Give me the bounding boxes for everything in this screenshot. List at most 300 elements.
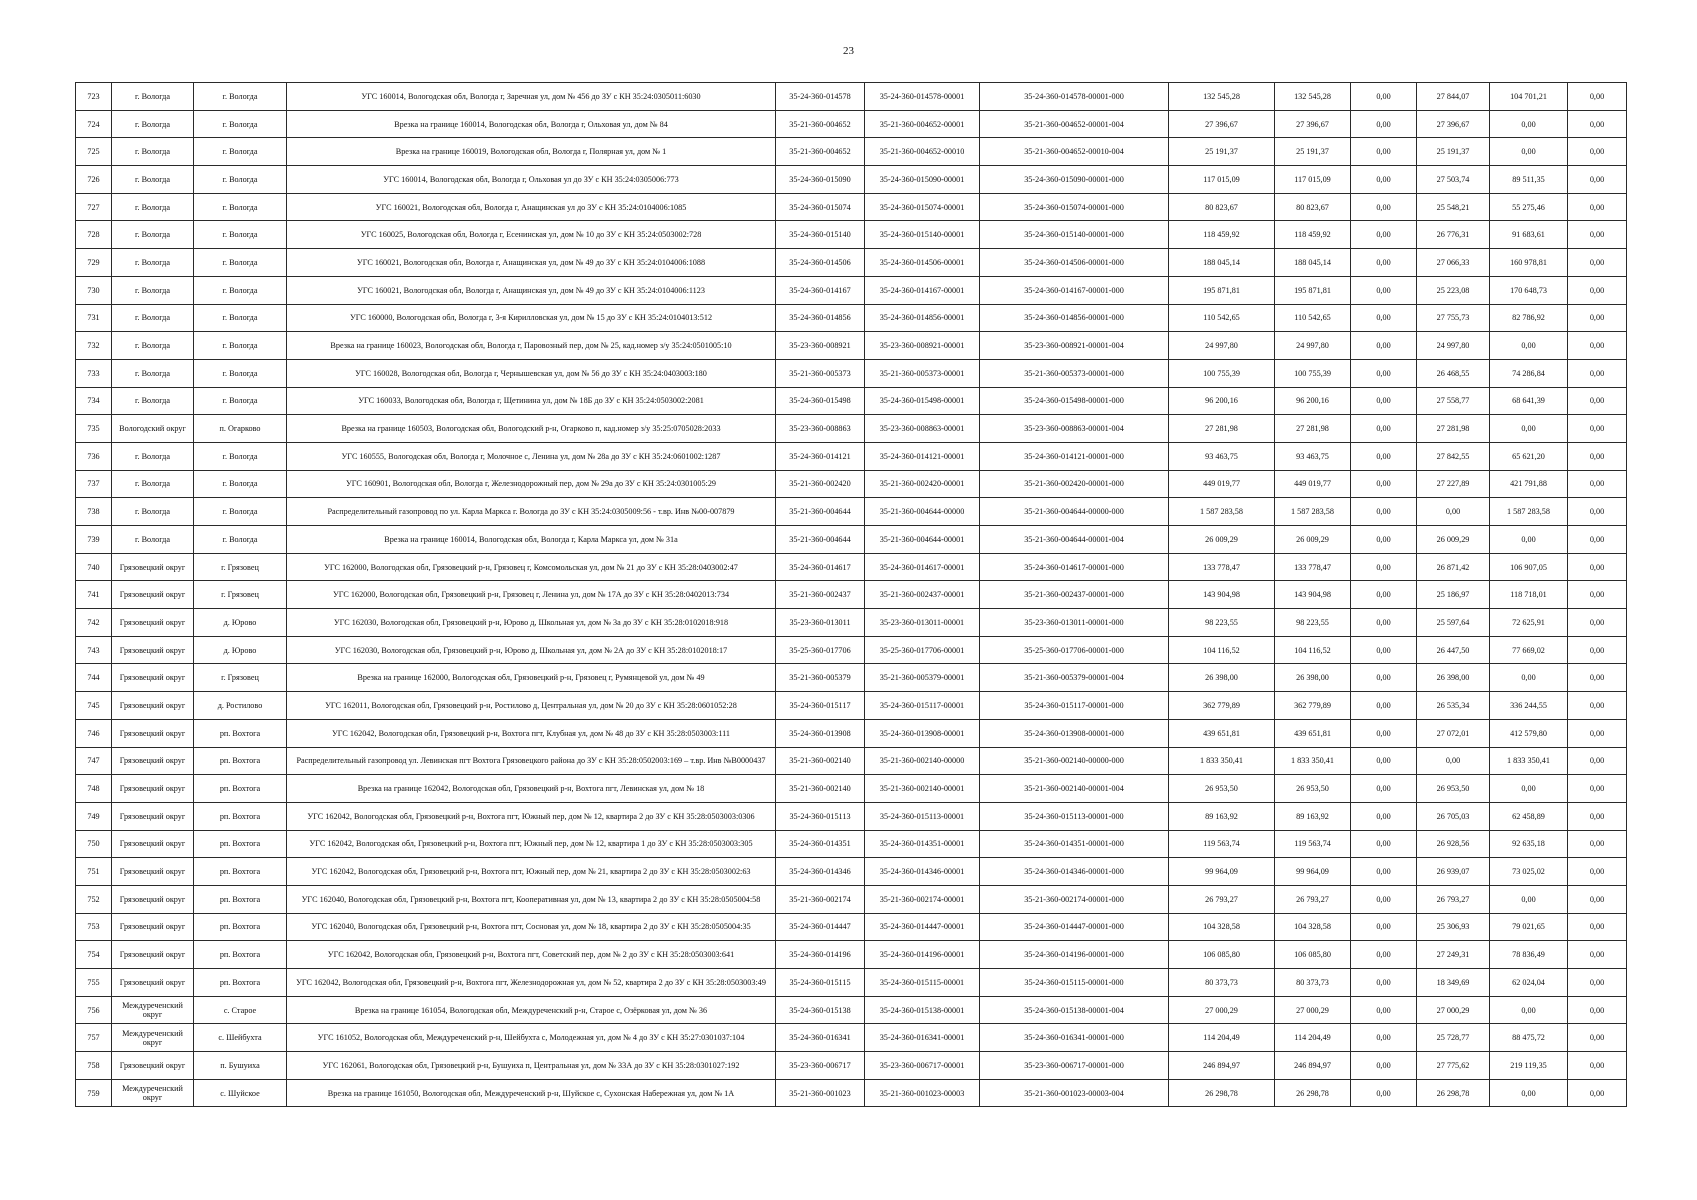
cell-cost-with-vat: 439 651,81 [1275,719,1351,747]
cell-row-number: 725 [76,138,112,166]
cell-object-description: УГС 160021, Вологодская обл, Вологда г, Анащинская ул, дом № 49 до ЗУ с КН 35:24:0104006:1088 [287,249,776,277]
cell-cost-column-3: 1 833 350,41 [1490,747,1568,775]
cell-cost-with-vat: 80 373,73 [1275,969,1351,997]
cell-cost-with-vat: 362 779,89 [1275,692,1351,720]
cell-object-description: УГС 160025, Вологодская обл, Вологда г, Есенинская ул, дом № 10 до ЗУ с КН 35:24:0503002:728 [287,221,776,249]
cell-district: Междуреченский округ [112,1024,194,1052]
cell-total-cost: 118 459,92 [1169,221,1275,249]
cell-cost-column-1: 0,00 [1351,775,1417,803]
cell-cost-column-2: 26 398,00 [1417,664,1490,692]
cell-row-number: 723 [76,83,112,111]
cell-row-number: 734 [76,387,112,415]
cell-object-code: 35-24-360-013908 [776,719,865,747]
cell-object-description: УГС 160021, Вологодская обл, Вологда г, Анащинская ул, дом № 49 до ЗУ с КН 35:24:0104006:1123 [287,276,776,304]
cell-cost-column-1: 0,00 [1351,470,1417,498]
cell-cost-column-1: 0,00 [1351,221,1417,249]
cell-cost-column-3: 92 635,18 [1490,830,1568,858]
cell-object-code: 35-25-360-017706 [776,636,865,664]
cell-cost-column-4: 0,00 [1568,1052,1627,1080]
cell-cost-column-2: 27 066,33 [1417,249,1490,277]
cell-row-number: 749 [76,802,112,830]
cell-district: г. Вологда [112,249,194,277]
cell-row-number: 743 [76,636,112,664]
cell-cost-column-3: 0,00 [1490,526,1568,554]
cell-total-cost: 1 587 283,58 [1169,498,1275,526]
cell-row-number: 740 [76,553,112,581]
cell-full-code: 35-23-360-008863-00001-004 [980,415,1169,443]
cell-row-number: 746 [76,719,112,747]
cell-cost-column-2: 27 000,29 [1417,996,1490,1024]
cell-object-description: УГС 160555, Вологодская обл, Вологда г, Молочное с, Ленина ул, дом № 28а до ЗУ с КН 35:24:0601002:1287 [287,442,776,470]
cell-object-description: УГС 162030, Вологодская обл, Грязовецкий р-н, Юрово д, Школьная ул, дом № 2А до ЗУ с КН 35:28:0102018:17 [287,636,776,664]
cell-total-cost: 89 163,92 [1169,802,1275,830]
cell-district: г. Вологда [112,442,194,470]
cell-cost-with-vat: 27 000,29 [1275,996,1351,1024]
cell-cost-column-3: 88 475,72 [1490,1024,1568,1052]
cell-cost-with-vat: 26 298,78 [1275,1079,1351,1107]
cell-cost-column-3: 0,00 [1490,138,1568,166]
cell-object-subcode: 35-24-360-015090-00001 [865,166,980,194]
cell-row-number: 745 [76,692,112,720]
cell-cost-with-vat: 132 545,28 [1275,83,1351,111]
cell-cost-column-2: 26 705,03 [1417,802,1490,830]
cell-object-description: УГС 160033, Вологодская обл, Вологда г, Щетинина ул, дом № 18Б до ЗУ с КН 35:24:0503002:2081 [287,387,776,415]
cell-district: Грязовецкий округ [112,885,194,913]
cell-cost-column-2: 27 844,07 [1417,83,1490,111]
cell-object-description: УГС 162042, Вологодская обл, Грязовецкий р-н, Вохтога пгт, Южный пер, дом № 12, квартира 2 до ЗУ с КН 35:28:0503003:0306 [287,802,776,830]
cell-cost-column-1: 0,00 [1351,138,1417,166]
cell-settlement: г. Вологда [194,249,287,277]
cell-row-number: 724 [76,110,112,138]
cell-object-description: УГС 162040, Вологодская обл, Грязовецкий р-н, Вохтога пгт, Кооперативная ул, дом № 13, квартира 2 до ЗУ с КН 35:28:0505004:58 [287,885,776,913]
cell-cost-column-2: 25 548,21 [1417,193,1490,221]
cell-settlement: д. Ростилово [194,692,287,720]
cell-cost-column-1: 0,00 [1351,1052,1417,1080]
cell-district: г. Вологда [112,166,194,194]
cell-row-number: 733 [76,359,112,387]
cell-object-code: 35-21-360-005379 [776,664,865,692]
cell-district: Грязовецкий округ [112,581,194,609]
cell-cost-column-3: 91 683,61 [1490,221,1568,249]
cell-cost-column-1: 0,00 [1351,1079,1417,1107]
cell-object-code: 35-24-360-014856 [776,304,865,332]
cell-cost-with-vat: 104 328,58 [1275,913,1351,941]
cell-full-code: 35-24-360-014506-00001-000 [980,249,1169,277]
cell-cost-column-1: 0,00 [1351,969,1417,997]
cell-cost-column-1: 0,00 [1351,166,1417,194]
cell-district: г. Вологда [112,470,194,498]
cell-settlement: г. Вологда [194,498,287,526]
cell-district: Грязовецкий округ [112,775,194,803]
cell-district: г. Вологда [112,138,194,166]
cell-settlement: г. Вологда [194,193,287,221]
cell-row-number: 757 [76,1024,112,1052]
cell-cost-column-4: 0,00 [1568,747,1627,775]
cell-full-code: 35-24-360-015498-00001-000 [980,387,1169,415]
cell-cost-column-2: 27 775,62 [1417,1052,1490,1080]
cell-object-description: УГС 162042, Вологодская обл, Грязовецкий р-н, Вохтога пгт, Клубная ул, дом № 48 до ЗУ с КН 35:28:0503003:111 [287,719,776,747]
cell-object-subcode: 35-24-360-014351-00001 [865,830,980,858]
cell-object-description: УГС 162040, Вологодская обл, Грязовецкий р-н, Вохтога пгт, Сосновая ул, дом № 18, квартира 2 до ЗУ с КН 35:28:0505004:35 [287,913,776,941]
cell-district: г. Вологда [112,387,194,415]
cell-cost-column-1: 0,00 [1351,415,1417,443]
cell-cost-with-vat: 143 904,98 [1275,581,1351,609]
cell-cost-column-4: 0,00 [1568,969,1627,997]
cell-row-number: 732 [76,332,112,360]
cell-object-description: УГС 162000, Вологодская обл, Грязовецкий р-н, Грязовец г, Комсомольская ул, дом № 21 до ЗУ с КН 35:28:0403002:47 [287,553,776,581]
cell-cost-column-4: 0,00 [1568,138,1627,166]
cell-cost-column-3: 73 025,02 [1490,858,1568,886]
cell-cost-column-2: 26 939,07 [1417,858,1490,886]
table-row [76,498,1627,526]
table-row [76,249,1627,277]
cell-object-subcode: 35-23-360-008921-00001 [865,332,980,360]
cell-object-subcode: 35-21-360-002420-00001 [865,470,980,498]
cell-object-subcode: 35-21-360-005373-00001 [865,359,980,387]
cell-row-number: 747 [76,747,112,775]
cell-row-number: 726 [76,166,112,194]
cell-object-subcode: 35-21-360-004644-00001 [865,526,980,554]
cell-cost-column-4: 0,00 [1568,387,1627,415]
cell-object-description: Врезка на границе 160014, Вологодская обл, Вологда г, Ольховая ул, дом № 84 [287,110,776,138]
cell-cost-column-3: 62 458,89 [1490,802,1568,830]
cell-total-cost: 26 298,78 [1169,1079,1275,1107]
cell-cost-column-2: 27 281,98 [1417,415,1490,443]
cell-district: Грязовецкий округ [112,941,194,969]
cell-row-number: 731 [76,304,112,332]
cell-object-description: УГС 162042, Вологодская обл, Грязовецкий р-н, Вохтога пгт, Железнодорожная ул, дом № 52, квартира 2 до ЗУ с КН 35:28:0503003:49 [287,969,776,997]
cell-object-description: Врезка на границе 161054, Вологодская обл, Междуреченский р-н, Старое с, Озёрковая ул, дом № 36 [287,996,776,1024]
cell-row-number: 753 [76,913,112,941]
cell-object-description: УГС 160000, Вологодская обл, Вологда г, 3-я Кирилловская ул, дом № 15 до ЗУ с КН 35:24:0104013:512 [287,304,776,332]
table-row [76,221,1627,249]
cell-settlement: с. Шуйское [194,1079,287,1107]
cell-total-cost: 1 833 350,41 [1169,747,1275,775]
cell-district: Грязовецкий округ [112,858,194,886]
cell-settlement: с. Шейбухта [194,1024,287,1052]
table-row [76,83,1627,111]
cell-cost-with-vat: 118 459,92 [1275,221,1351,249]
cell-row-number: 730 [76,276,112,304]
cell-object-subcode: 35-24-360-014617-00001 [865,553,980,581]
cell-settlement: рп. Вохтога [194,858,287,886]
cell-cost-column-1: 0,00 [1351,304,1417,332]
cell-cost-with-vat: 27 281,98 [1275,415,1351,443]
cell-total-cost: 110 542,65 [1169,304,1275,332]
table-row [76,276,1627,304]
cell-cost-column-3: 170 648,73 [1490,276,1568,304]
cell-full-code: 35-21-360-005373-00001-000 [980,359,1169,387]
cell-settlement: рп. Вохтога [194,775,287,803]
cell-row-number: 736 [76,442,112,470]
cell-object-code: 35-24-360-014506 [776,249,865,277]
cell-cost-with-vat: 188 045,14 [1275,249,1351,277]
cell-cost-with-vat: 98 223,55 [1275,609,1351,637]
table-row [76,110,1627,138]
cell-object-subcode: 35-24-360-014578-00001 [865,83,980,111]
cell-object-code: 35-24-360-015140 [776,221,865,249]
cell-row-number: 755 [76,969,112,997]
cell-object-subcode: 35-24-360-014121-00001 [865,442,980,470]
cell-full-code: 35-21-360-001023-00003-004 [980,1079,1169,1107]
table-row [76,969,1627,997]
cell-object-subcode: 35-21-360-004644-00000 [865,498,980,526]
cell-cost-column-1: 0,00 [1351,747,1417,775]
cell-total-cost: 98 223,55 [1169,609,1275,637]
cell-cost-with-vat: 24 997,80 [1275,332,1351,360]
cell-cost-column-2: 26 447,50 [1417,636,1490,664]
cell-cost-column-1: 0,00 [1351,858,1417,886]
cell-cost-column-3: 106 907,05 [1490,553,1568,581]
cell-total-cost: 80 373,73 [1169,969,1275,997]
cell-object-description: УГС 162042, Вологодская обл, Грязовецкий р-н, Вохтога пгт, Южный пер, дом № 21, квартира 2 до ЗУ с КН 35:28:0503002:63 [287,858,776,886]
cell-full-code: 35-21-360-004652-00001-004 [980,110,1169,138]
cell-settlement: рп. Вохтога [194,719,287,747]
cell-settlement: г. Вологда [194,387,287,415]
cell-cost-column-2: 27 249,31 [1417,941,1490,969]
cell-full-code: 35-24-360-014617-00001-000 [980,553,1169,581]
cell-full-code: 35-24-360-014346-00001-000 [980,858,1169,886]
cell-cost-column-1: 0,00 [1351,996,1417,1024]
cell-total-cost: 133 778,47 [1169,553,1275,581]
cell-cost-column-2: 26 009,29 [1417,526,1490,554]
cell-row-number: 737 [76,470,112,498]
cell-cost-column-4: 0,00 [1568,332,1627,360]
cell-object-code: 35-24-360-014447 [776,913,865,941]
cell-full-code: 35-21-360-002174-00001-000 [980,885,1169,913]
table-row [76,941,1627,969]
table-row [76,138,1627,166]
cell-cost-column-2: 26 468,55 [1417,359,1490,387]
cell-row-number: 741 [76,581,112,609]
table-row [76,913,1627,941]
cell-cost-column-4: 0,00 [1568,858,1627,886]
cell-object-subcode: 35-24-360-016341-00001 [865,1024,980,1052]
cell-cost-column-1: 0,00 [1351,1024,1417,1052]
cell-object-code: 35-23-360-008921 [776,332,865,360]
cell-cost-with-vat: 26 953,50 [1275,775,1351,803]
cell-object-subcode: 35-21-360-005379-00001 [865,664,980,692]
cell-cost-column-2: 25 306,93 [1417,913,1490,941]
cell-object-description: УГС 161052, Вологодская обл, Междуреченский р-н, Шейбухта с, Молодежная ул, дом № 4 до ЗУ с КН 35:27:0301037:104 [287,1024,776,1052]
cell-cost-column-1: 0,00 [1351,110,1417,138]
cell-total-cost: 100 755,39 [1169,359,1275,387]
cell-cost-with-vat: 26 398,00 [1275,664,1351,692]
cell-full-code: 35-24-360-014196-00001-000 [980,941,1169,969]
cell-cost-column-1: 0,00 [1351,193,1417,221]
cell-cost-column-4: 0,00 [1568,193,1627,221]
cell-total-cost: 26 793,27 [1169,885,1275,913]
cell-object-subcode: 35-25-360-017706-00001 [865,636,980,664]
page-number: 23 [843,45,854,57]
cell-total-cost: 25 191,37 [1169,138,1275,166]
cell-cost-column-3: 104 701,21 [1490,83,1568,111]
cell-cost-with-vat: 25 191,37 [1275,138,1351,166]
cell-cost-with-vat: 89 163,92 [1275,802,1351,830]
cell-cost-column-3: 1 587 283,58 [1490,498,1568,526]
cell-cost-column-4: 0,00 [1568,636,1627,664]
cell-cost-column-3: 72 625,91 [1490,609,1568,637]
cell-row-number: 735 [76,415,112,443]
cell-cost-column-2: 26 793,27 [1417,885,1490,913]
cell-cost-with-vat: 104 116,52 [1275,636,1351,664]
cell-cost-column-4: 0,00 [1568,83,1627,111]
cell-object-subcode: 35-21-360-002140-00001 [865,775,980,803]
cell-object-code: 35-21-360-002140 [776,747,865,775]
cell-cost-column-2: 26 776,31 [1417,221,1490,249]
cell-object-code: 35-21-360-004652 [776,110,865,138]
cell-settlement: г. Вологда [194,359,287,387]
cell-cost-column-3: 55 275,46 [1490,193,1568,221]
cell-object-code: 35-24-360-015115 [776,969,865,997]
cell-settlement: рп. Вохтога [194,747,287,775]
gas-connection-table [75,82,1627,1107]
cell-object-description: УГС 162042, Вологодская обл, Грязовецкий р-н, Вохтога пгт, Южный пер, дом № 12, квартира 1 до ЗУ с КН 35:28:0503003:305 [287,830,776,858]
cell-row-number: 758 [76,1052,112,1080]
table-row [76,442,1627,470]
cell-object-code: 35-24-360-015090 [776,166,865,194]
cell-settlement: рп. Вохтога [194,802,287,830]
cell-row-number: 728 [76,221,112,249]
cell-district: Грязовецкий округ [112,719,194,747]
cell-cost-column-1: 0,00 [1351,387,1417,415]
cell-object-subcode: 35-21-360-004652-00010 [865,138,980,166]
table-row [76,304,1627,332]
cell-object-subcode: 35-21-360-001023-00003 [865,1079,980,1107]
cell-total-cost: 117 015,09 [1169,166,1275,194]
cell-object-subcode: 35-24-360-014506-00001 [865,249,980,277]
cell-row-number: 759 [76,1079,112,1107]
cell-object-subcode: 35-24-360-015138-00001 [865,996,980,1024]
cell-cost-with-vat: 110 542,65 [1275,304,1351,332]
cell-full-code: 35-24-360-015115-00001-000 [980,969,1169,997]
cell-object-subcode: 35-24-360-015498-00001 [865,387,980,415]
cell-cost-column-4: 0,00 [1568,1024,1627,1052]
cell-cost-column-4: 0,00 [1568,498,1627,526]
cell-full-code: 35-21-360-002437-00001-000 [980,581,1169,609]
cell-object-code: 35-21-360-002437 [776,581,865,609]
cell-settlement: г. Вологда [194,166,287,194]
cell-cost-with-vat: 133 778,47 [1275,553,1351,581]
cell-full-code: 35-24-360-015113-00001-000 [980,802,1169,830]
cell-cost-column-2: 25 728,77 [1417,1024,1490,1052]
cell-settlement: г. Вологда [194,526,287,554]
cell-row-number: 748 [76,775,112,803]
cell-settlement: с. Старое [194,996,287,1024]
cell-district: Грязовецкий округ [112,830,194,858]
cell-object-code: 35-21-360-002420 [776,470,865,498]
cell-cost-column-1: 0,00 [1351,498,1417,526]
cell-cost-with-vat: 1 587 283,58 [1275,498,1351,526]
cell-cost-column-4: 0,00 [1568,802,1627,830]
cell-object-code: 35-21-360-004652 [776,138,865,166]
cell-cost-with-vat: 99 964,09 [1275,858,1351,886]
cell-full-code: 35-25-360-017706-00001-000 [980,636,1169,664]
cell-object-code: 35-21-360-001023 [776,1079,865,1107]
cell-cost-column-3: 421 791,88 [1490,470,1568,498]
cell-object-subcode: 35-24-360-014856-00001 [865,304,980,332]
cell-object-code: 35-24-360-015498 [776,387,865,415]
table-row [76,1052,1627,1080]
cell-settlement: г. Вологда [194,110,287,138]
cell-object-description: Врезка на границе 160019, Вологодская обл, Вологда г, Полярная ул, дом № 1 [287,138,776,166]
cell-cost-column-4: 0,00 [1568,553,1627,581]
cell-settlement: рп. Вохтога [194,830,287,858]
cell-object-subcode: 35-24-360-015117-00001 [865,692,980,720]
cell-cost-column-4: 0,00 [1568,470,1627,498]
cell-total-cost: 27 396,67 [1169,110,1275,138]
cell-object-code: 35-23-360-013011 [776,609,865,637]
cell-settlement: п. Огарково [194,415,287,443]
cell-full-code: 35-23-360-008921-00001-004 [980,332,1169,360]
cell-total-cost: 99 964,09 [1169,858,1275,886]
table-row [76,1079,1627,1107]
cell-cost-column-3: 89 511,35 [1490,166,1568,194]
cell-object-subcode: 35-24-360-013908-00001 [865,719,980,747]
cell-total-cost: 80 823,67 [1169,193,1275,221]
cell-cost-column-1: 0,00 [1351,941,1417,969]
cell-cost-column-4: 0,00 [1568,1079,1627,1107]
cell-cost-column-3: 77 669,02 [1490,636,1568,664]
cell-cost-with-vat: 26 009,29 [1275,526,1351,554]
cell-district: Вологодский округ [112,415,194,443]
cell-settlement: г. Вологда [194,470,287,498]
cell-object-code: 35-23-360-008863 [776,415,865,443]
cell-object-code: 35-24-360-014578 [776,83,865,111]
cell-district: Грязовецкий округ [112,1052,194,1080]
cell-object-code: 35-21-360-002174 [776,885,865,913]
cell-cost-column-1: 0,00 [1351,885,1417,913]
cell-cost-column-2: 27 396,67 [1417,110,1490,138]
cell-cost-column-2: 26 871,42 [1417,553,1490,581]
cell-settlement: г. Вологда [194,83,287,111]
cell-cost-with-vat: 106 085,80 [1275,941,1351,969]
cell-cost-column-4: 0,00 [1568,664,1627,692]
cell-object-description: УГС 160014, Вологодская обл, Вологда г, Заречная ул, дом № 456 до ЗУ с КН 35:24:0305011:6030 [287,83,776,111]
cell-full-code: 35-21-360-002140-00001-004 [980,775,1169,803]
cell-cost-column-4: 0,00 [1568,249,1627,277]
cell-object-description: УГС 160901, Вологодская обл, Вологда г, Железнодорожный пер, дом № 29а до ЗУ с КН 35:24:0301005:29 [287,470,776,498]
table-row [76,166,1627,194]
cell-settlement: г. Грязовец [194,581,287,609]
cell-total-cost: 27 000,29 [1169,996,1275,1024]
cell-object-code: 35-21-360-004644 [776,498,865,526]
cell-cost-column-4: 0,00 [1568,913,1627,941]
cell-settlement: рп. Вохтога [194,885,287,913]
cell-cost-column-2: 27 503,74 [1417,166,1490,194]
cell-object-subcode: 35-21-360-002140-00000 [865,747,980,775]
cell-cost-with-vat: 1 833 350,41 [1275,747,1351,775]
cell-cost-column-1: 0,00 [1351,609,1417,637]
table-row [76,719,1627,747]
cell-settlement: г. Грязовец [194,664,287,692]
cell-object-description: УГС 162000, Вологодская обл, Грязовецкий р-н, Грязовец г, Ленина ул, дом № 17А до ЗУ с КН 35:28:0402013:734 [287,581,776,609]
cell-full-code: 35-24-360-015138-00001-004 [980,996,1169,1024]
cell-full-code: 35-24-360-014167-00001-000 [980,276,1169,304]
cell-object-description: УГС 160014, Вологодская обл, Вологда г, Ольховая ул до ЗУ с КН 35:24:0305006:773 [287,166,776,194]
cell-district: Грязовецкий округ [112,747,194,775]
cell-cost-column-2: 27 072,01 [1417,719,1490,747]
cell-cost-column-4: 0,00 [1568,719,1627,747]
cell-full-code: 35-21-360-004652-00010-004 [980,138,1169,166]
cell-district: г. Вологда [112,304,194,332]
table-row [76,193,1627,221]
cell-full-code: 35-24-360-014578-00001-000 [980,83,1169,111]
cell-settlement: рп. Вохтога [194,969,287,997]
cell-total-cost: 24 997,80 [1169,332,1275,360]
cell-full-code: 35-21-360-004644-00001-004 [980,526,1169,554]
cell-row-number: 727 [76,193,112,221]
